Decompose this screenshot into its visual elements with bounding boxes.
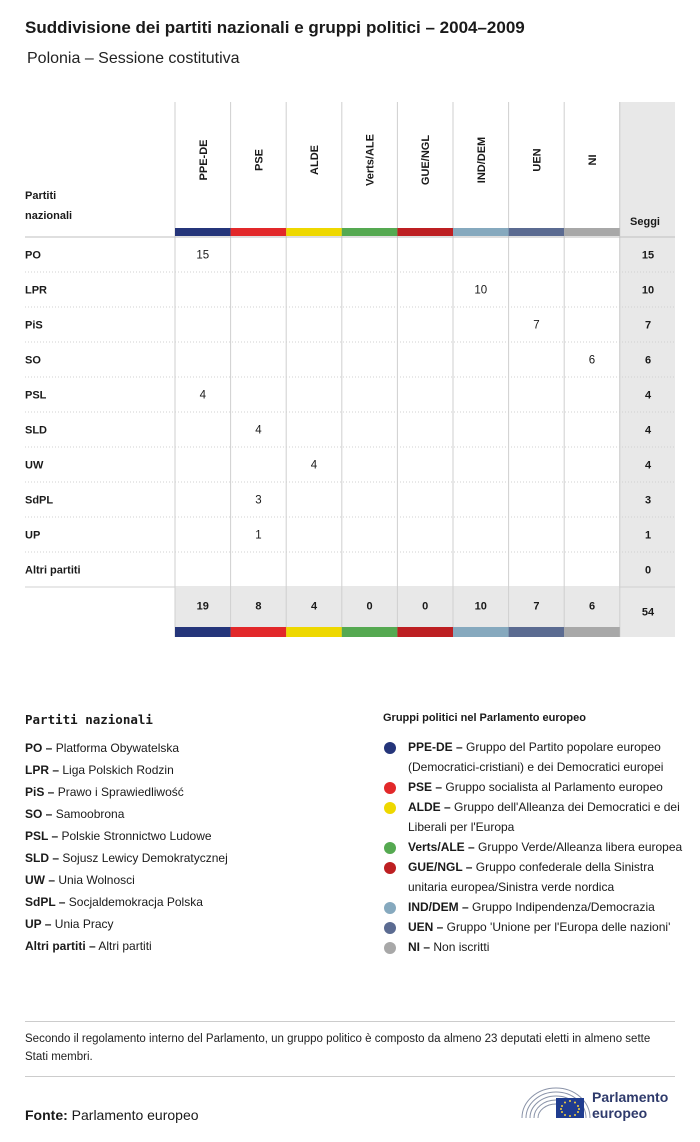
group-color-bar — [231, 228, 287, 236]
party-label: SO — [25, 354, 41, 367]
group-color-bar-bottom — [175, 627, 231, 637]
party-legend-item — [25, 937, 228, 959]
group-color-dot-icon — [384, 742, 396, 754]
group-color-dot-icon — [384, 902, 396, 914]
party-legend-name: Liga Polskich Rodzin — [59, 763, 174, 777]
party-label: UW — [25, 459, 44, 472]
group-color-bar — [342, 228, 398, 236]
group-legend-item — [383, 837, 683, 857]
group-legend-abbr: PSE – — [408, 780, 443, 794]
party-legend-name: Prawo i Sprawiedliwość — [54, 785, 184, 799]
group-legend-name: Gruppo confederale della Sinistra unitaria europea/Sinistra verde nordica — [408, 860, 654, 894]
party-label: PO — [25, 249, 41, 262]
party-legend-name: Platforma Obywatelska — [52, 741, 180, 755]
party-label: Altri partiti — [25, 564, 81, 577]
party-label: PSL — [25, 389, 47, 402]
seat-value: 4 — [199, 389, 207, 402]
party-legend-abbr: SLD – — [25, 851, 60, 865]
group-color-dot-icon — [384, 842, 396, 854]
group-color-bar-bottom — [286, 627, 342, 637]
row-total: 4 — [644, 459, 652, 472]
group-legend-item — [383, 737, 683, 777]
party-legend-item — [25, 739, 228, 761]
groups-legend-title: Gruppi politici nel Parlamento europeo — [383, 712, 586, 724]
group-legend-abbr: ALDE – — [408, 800, 451, 814]
column-total: 19 — [196, 600, 209, 613]
row-total: 4 — [644, 389, 652, 402]
party-label: UP — [25, 529, 41, 542]
group-legend-name: Gruppo del Partito popolare europeo (Democratici-cristiani) e dei Democratici europei — [408, 740, 664, 774]
party-label: LPR — [25, 284, 47, 297]
party-legend-name: Unia Wolnosci — [55, 873, 135, 887]
party-label: SdPL — [25, 494, 54, 507]
group-color-dot-icon — [384, 922, 396, 934]
party-legend-name: Sojusz Lewicy Demokratycznej — [59, 851, 228, 865]
footnote: Secondo il regolamento interno del Parlamento, un gruppo politico è composto da almeno 23 deputati eletti in almeno sette Stati membri. — [25, 1021, 675, 1077]
source-value: Parlamento europeo — [71, 1107, 199, 1123]
party-legend-abbr: Altri partiti – — [25, 939, 96, 953]
party-legend-item — [25, 783, 228, 805]
row-total: 3 — [644, 494, 652, 507]
row-header-line2: nazionali — [25, 210, 73, 222]
group-legend-name: Gruppo dell'Alleanza dei Democratici e dei Liberali per l'Europa — [408, 800, 680, 834]
party-legend-item — [25, 893, 228, 915]
column-total: 6 — [588, 600, 596, 613]
total-header: Seggi — [630, 216, 660, 228]
group-header: PSE — [253, 148, 266, 172]
group-color-bar-bottom — [231, 627, 287, 637]
group-color-bar — [509, 228, 565, 236]
group-legend-abbr: IND/DEM – — [408, 900, 469, 914]
group-legend-name: Non iscritti — [430, 940, 490, 954]
grand-total: 54 — [641, 606, 655, 619]
group-color-bar-bottom — [397, 627, 453, 637]
group-legend-abbr: GUE/NGL – — [408, 860, 473, 874]
party-legend-abbr: SdPL – — [25, 895, 66, 909]
row-total: 7 — [644, 319, 652, 332]
party-legend-name: Altri partiti — [95, 939, 152, 953]
seat-value: 6 — [588, 354, 596, 367]
party-legend-item — [25, 805, 228, 827]
parties-legend — [25, 712, 228, 959]
seat-value: 4 — [310, 459, 318, 472]
column-total: 4 — [310, 600, 318, 613]
group-color-dot-icon — [384, 782, 396, 794]
row-total: 4 — [644, 424, 652, 437]
seat-value: 3 — [255, 494, 262, 507]
logo-text — [592, 1089, 668, 1121]
column-total: 7 — [533, 600, 540, 613]
party-legend-abbr: PSL – — [25, 829, 59, 843]
group-color-bar-bottom — [509, 627, 565, 637]
row-total: 1 — [644, 529, 652, 542]
seat-value: 7 — [533, 319, 540, 332]
column-total: 10 — [474, 600, 487, 613]
group-legend-name: Gruppo socialista al Parlamento europeo — [442, 780, 663, 794]
group-color-dot-icon — [384, 942, 396, 954]
group-legend-name: Gruppo 'Unione per l'Europa delle nazioni' — [443, 920, 671, 934]
row-total: 10 — [641, 284, 655, 297]
group-legend-abbr: Verts/ALE – — [408, 840, 475, 854]
group-header: PPE-DE — [197, 139, 210, 181]
party-legend-abbr: PiS – — [25, 785, 55, 799]
groups-legend — [383, 712, 683, 957]
source — [25, 1107, 199, 1123]
page-title: Suddivisione dei partiti nazionali e gruppi politici – 2004–2009 — [25, 18, 525, 37]
party-legend-abbr: UW – — [25, 873, 55, 887]
group-header: ALDE — [309, 145, 321, 175]
row-total: 6 — [644, 354, 652, 367]
party-legend-item — [25, 849, 228, 871]
party-legend-item — [25, 915, 228, 937]
column-total: 0 — [422, 600, 429, 613]
row-total: 15 — [641, 249, 655, 262]
group-header: IND/DEM — [475, 136, 488, 184]
group-legend-abbr: NI – — [408, 940, 431, 954]
group-color-bar — [564, 228, 620, 236]
group-color-bar — [175, 228, 231, 236]
group-legend-item — [383, 937, 683, 957]
party-legend-name: Socjaldemokracja Polska — [65, 895, 203, 909]
party-legend-abbr: PO – — [25, 741, 53, 755]
page-subtitle: Polonia – Sessione costitutiva — [27, 50, 240, 67]
group-color-bar — [453, 228, 509, 236]
seat-value: 1 — [255, 529, 262, 542]
group-header: GUE/NGL — [420, 134, 433, 186]
party-legend-abbr: UP – — [25, 917, 52, 931]
party-legend-item — [25, 761, 228, 783]
group-color-dot-icon — [384, 862, 396, 874]
seat-value: 15 — [196, 249, 210, 262]
seat-value: 10 — [474, 284, 488, 297]
party-legend-item — [25, 827, 228, 849]
party-label: PiS — [25, 319, 43, 332]
column-total: 0 — [366, 600, 373, 613]
party-legend-name: Polskie Stronnictwo Ludowe — [58, 829, 212, 843]
row-total: 0 — [644, 564, 652, 577]
group-color-bar — [286, 228, 342, 236]
logo-text-line1: Parlamento — [592, 1089, 669, 1105]
group-legend-name: Gruppo Indipendenza/Democrazia — [468, 900, 655, 914]
row-header-line1: Partiti — [25, 190, 57, 202]
group-color-bar-bottom — [342, 627, 398, 637]
group-legend-item — [383, 897, 683, 917]
group-legend-item — [383, 857, 683, 897]
group-header: Verts/ALE — [364, 134, 377, 186]
group-legend-name: Gruppo Verde/Alleanza libera europea — [474, 840, 683, 854]
totals-column-bg — [619, 102, 675, 637]
column-total: 8 — [255, 600, 262, 613]
group-legend-item — [383, 777, 683, 797]
logo-text-line2: europeo — [592, 1105, 648, 1121]
party-legend-item — [25, 871, 228, 893]
party-legend-abbr: SO – — [25, 807, 53, 821]
party-legend-abbr: LPR – — [25, 763, 60, 777]
group-header: NI — [587, 154, 599, 166]
group-color-bar — [397, 228, 453, 236]
party-legend-name: Samoobrona — [52, 807, 125, 821]
group-color-bar-bottom — [453, 627, 509, 637]
source-label: Fonte: — [25, 1107, 68, 1123]
group-legend-item — [383, 797, 683, 837]
group-color-dot-icon — [384, 802, 396, 814]
party-legend-name: Unia Pracy — [51, 917, 114, 931]
seat-value: 4 — [255, 424, 262, 437]
party-label: SLD — [25, 424, 47, 437]
group-legend-item — [383, 917, 683, 937]
group-legend-abbr: PPE-DE – — [408, 740, 463, 754]
group-header: UEN — [531, 148, 544, 172]
parties-legend-title: Partiti nazionali — [25, 712, 153, 727]
group-color-bar-bottom — [564, 627, 620, 637]
group-legend-abbr: UEN – — [408, 920, 444, 934]
